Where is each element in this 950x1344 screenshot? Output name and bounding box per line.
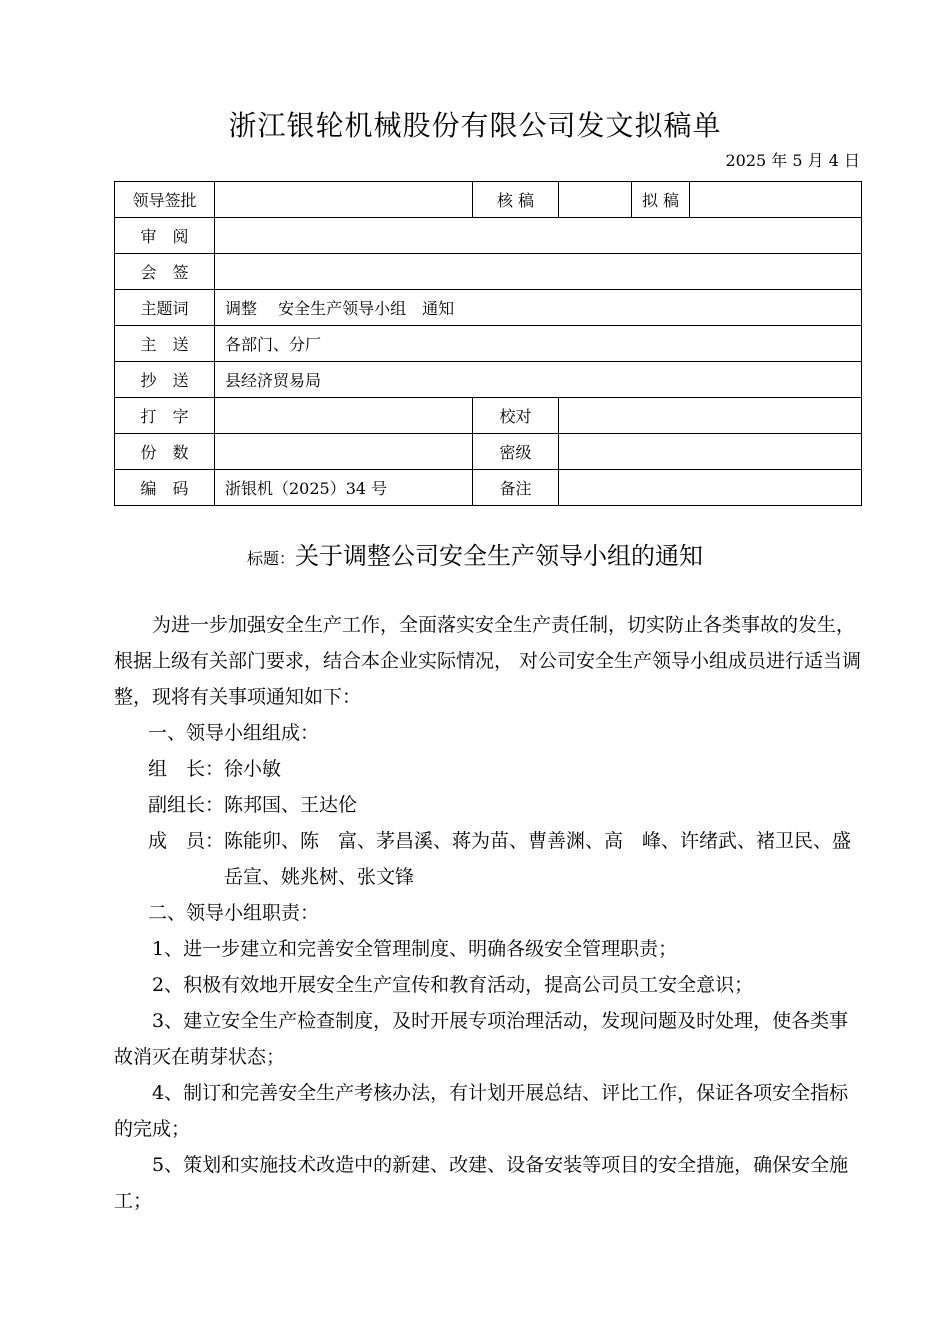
draft-field[interactable] — [690, 182, 862, 218]
zhusong-label: 主 送 — [115, 326, 215, 362]
subject-title: 关于调整公司安全生产领导小组的通知 — [295, 542, 703, 570]
keywords-label: 主题词 — [115, 290, 215, 326]
table-row — [115, 254, 862, 290]
huiqian-field[interactable] — [215, 254, 862, 290]
duty-item-3: 3、建立安全生产检查制度，及时开展专项治理活动，发现问题及时处理，使各类事故消灭在萌芽状态； — [114, 1010, 849, 1068]
review-field[interactable] — [559, 182, 632, 218]
table-row — [115, 470, 862, 506]
chaosong-value: 县经济贸易局 — [215, 362, 862, 398]
members-line — [114, 823, 862, 895]
leader-key: 组 长： — [148, 758, 225, 780]
subject-prefix: 标题： — [246, 549, 295, 568]
table-row — [115, 182, 862, 218]
duty-item-1: 1、进一步建立和完善安全管理制度、明确各级安全管理职责； — [152, 938, 678, 960]
leader-approval-field[interactable] — [215, 182, 473, 218]
table-row — [115, 434, 862, 470]
review-label: 核 稿 — [473, 182, 559, 218]
table-row — [115, 218, 862, 254]
beizhu-field[interactable] — [559, 470, 862, 506]
dazi-field[interactable] — [215, 398, 473, 434]
subject-line — [0, 536, 950, 571]
jiaodui-field[interactable] — [559, 398, 862, 434]
duty-item-5: 5、策划和实施技术改造中的新建、改建、设备安装等项目的安全措施，确保安全施工； — [114, 1154, 849, 1212]
section-1-heading: 一、领导小组组成： — [148, 722, 320, 744]
deputy-key: 副组长： — [148, 794, 225, 816]
table-row — [115, 290, 862, 326]
document-title: 浙江银轮机械股份有限公司发文拟稿单 — [228, 109, 722, 142]
members-key: 成 员： — [148, 830, 225, 852]
table-row — [115, 326, 862, 362]
chaosong-label: 抄 送 — [115, 362, 215, 398]
document-date: 2025 年 5 月 4 日 — [725, 151, 860, 170]
draft-label: 拟 稿 — [632, 182, 690, 218]
shenyue-label: 审 阅 — [115, 218, 215, 254]
jiaodui-label: 校对 — [473, 398, 559, 434]
duty-item-4: 4、制订和完善安全生产考核办法，有计划开展总结、评比工作，保证各项安全指标的完成； — [114, 1082, 849, 1140]
fenshu-label: 份 数 — [115, 434, 215, 470]
bianma-value: 浙银机（2025）34 号 — [215, 470, 473, 506]
deputy-line — [114, 787, 862, 823]
huiqian-label: 会 签 — [115, 254, 215, 290]
bianma-label: 编 码 — [115, 470, 215, 506]
keywords-value: 调整 安全生产领导小组 通知 — [215, 290, 862, 326]
leader-value: 徐小敏 — [224, 758, 282, 780]
fenshu-field[interactable] — [215, 434, 473, 470]
miji-label: 密级 — [473, 434, 559, 470]
intro-paragraph: 为进一步加强安全生产工作，全面落实安全生产责任制，切实防止各类事故的发生，根据上级有关部门要求，结合本企业实际情况， 对公司安全生产领导小组成员进行适当调整，现将有关事项通知如下： — [114, 614, 862, 708]
table-row — [115, 362, 862, 398]
leader-line — [114, 751, 862, 787]
leader-approval-label: 领导签批 — [115, 182, 215, 218]
zhusong-value: 各部门、分厂 — [215, 326, 862, 362]
table-row — [115, 398, 862, 434]
beizhu-label: 备注 — [473, 470, 559, 506]
shenyue-field[interactable] — [215, 218, 862, 254]
notice-body — [114, 607, 862, 1219]
section-2-heading: 二、领导小组职责： — [148, 902, 320, 924]
dazi-label: 打 字 — [115, 398, 215, 434]
members-value: 陈能卯、陈 富、茅昌溪、蒋为苗、曹善渊、高 峰、许绪武、褚卫民、盛岳宣、姚兆树、张文锋 — [224, 830, 852, 888]
duty-item-2: 2、积极有效地开展安全生产宣传和教育活动，提高公司员工安全意识； — [152, 974, 754, 996]
deputy-value: 陈邦国、王达伦 — [224, 794, 358, 816]
miji-field[interactable] — [559, 434, 862, 470]
draft-form-table — [114, 181, 862, 506]
